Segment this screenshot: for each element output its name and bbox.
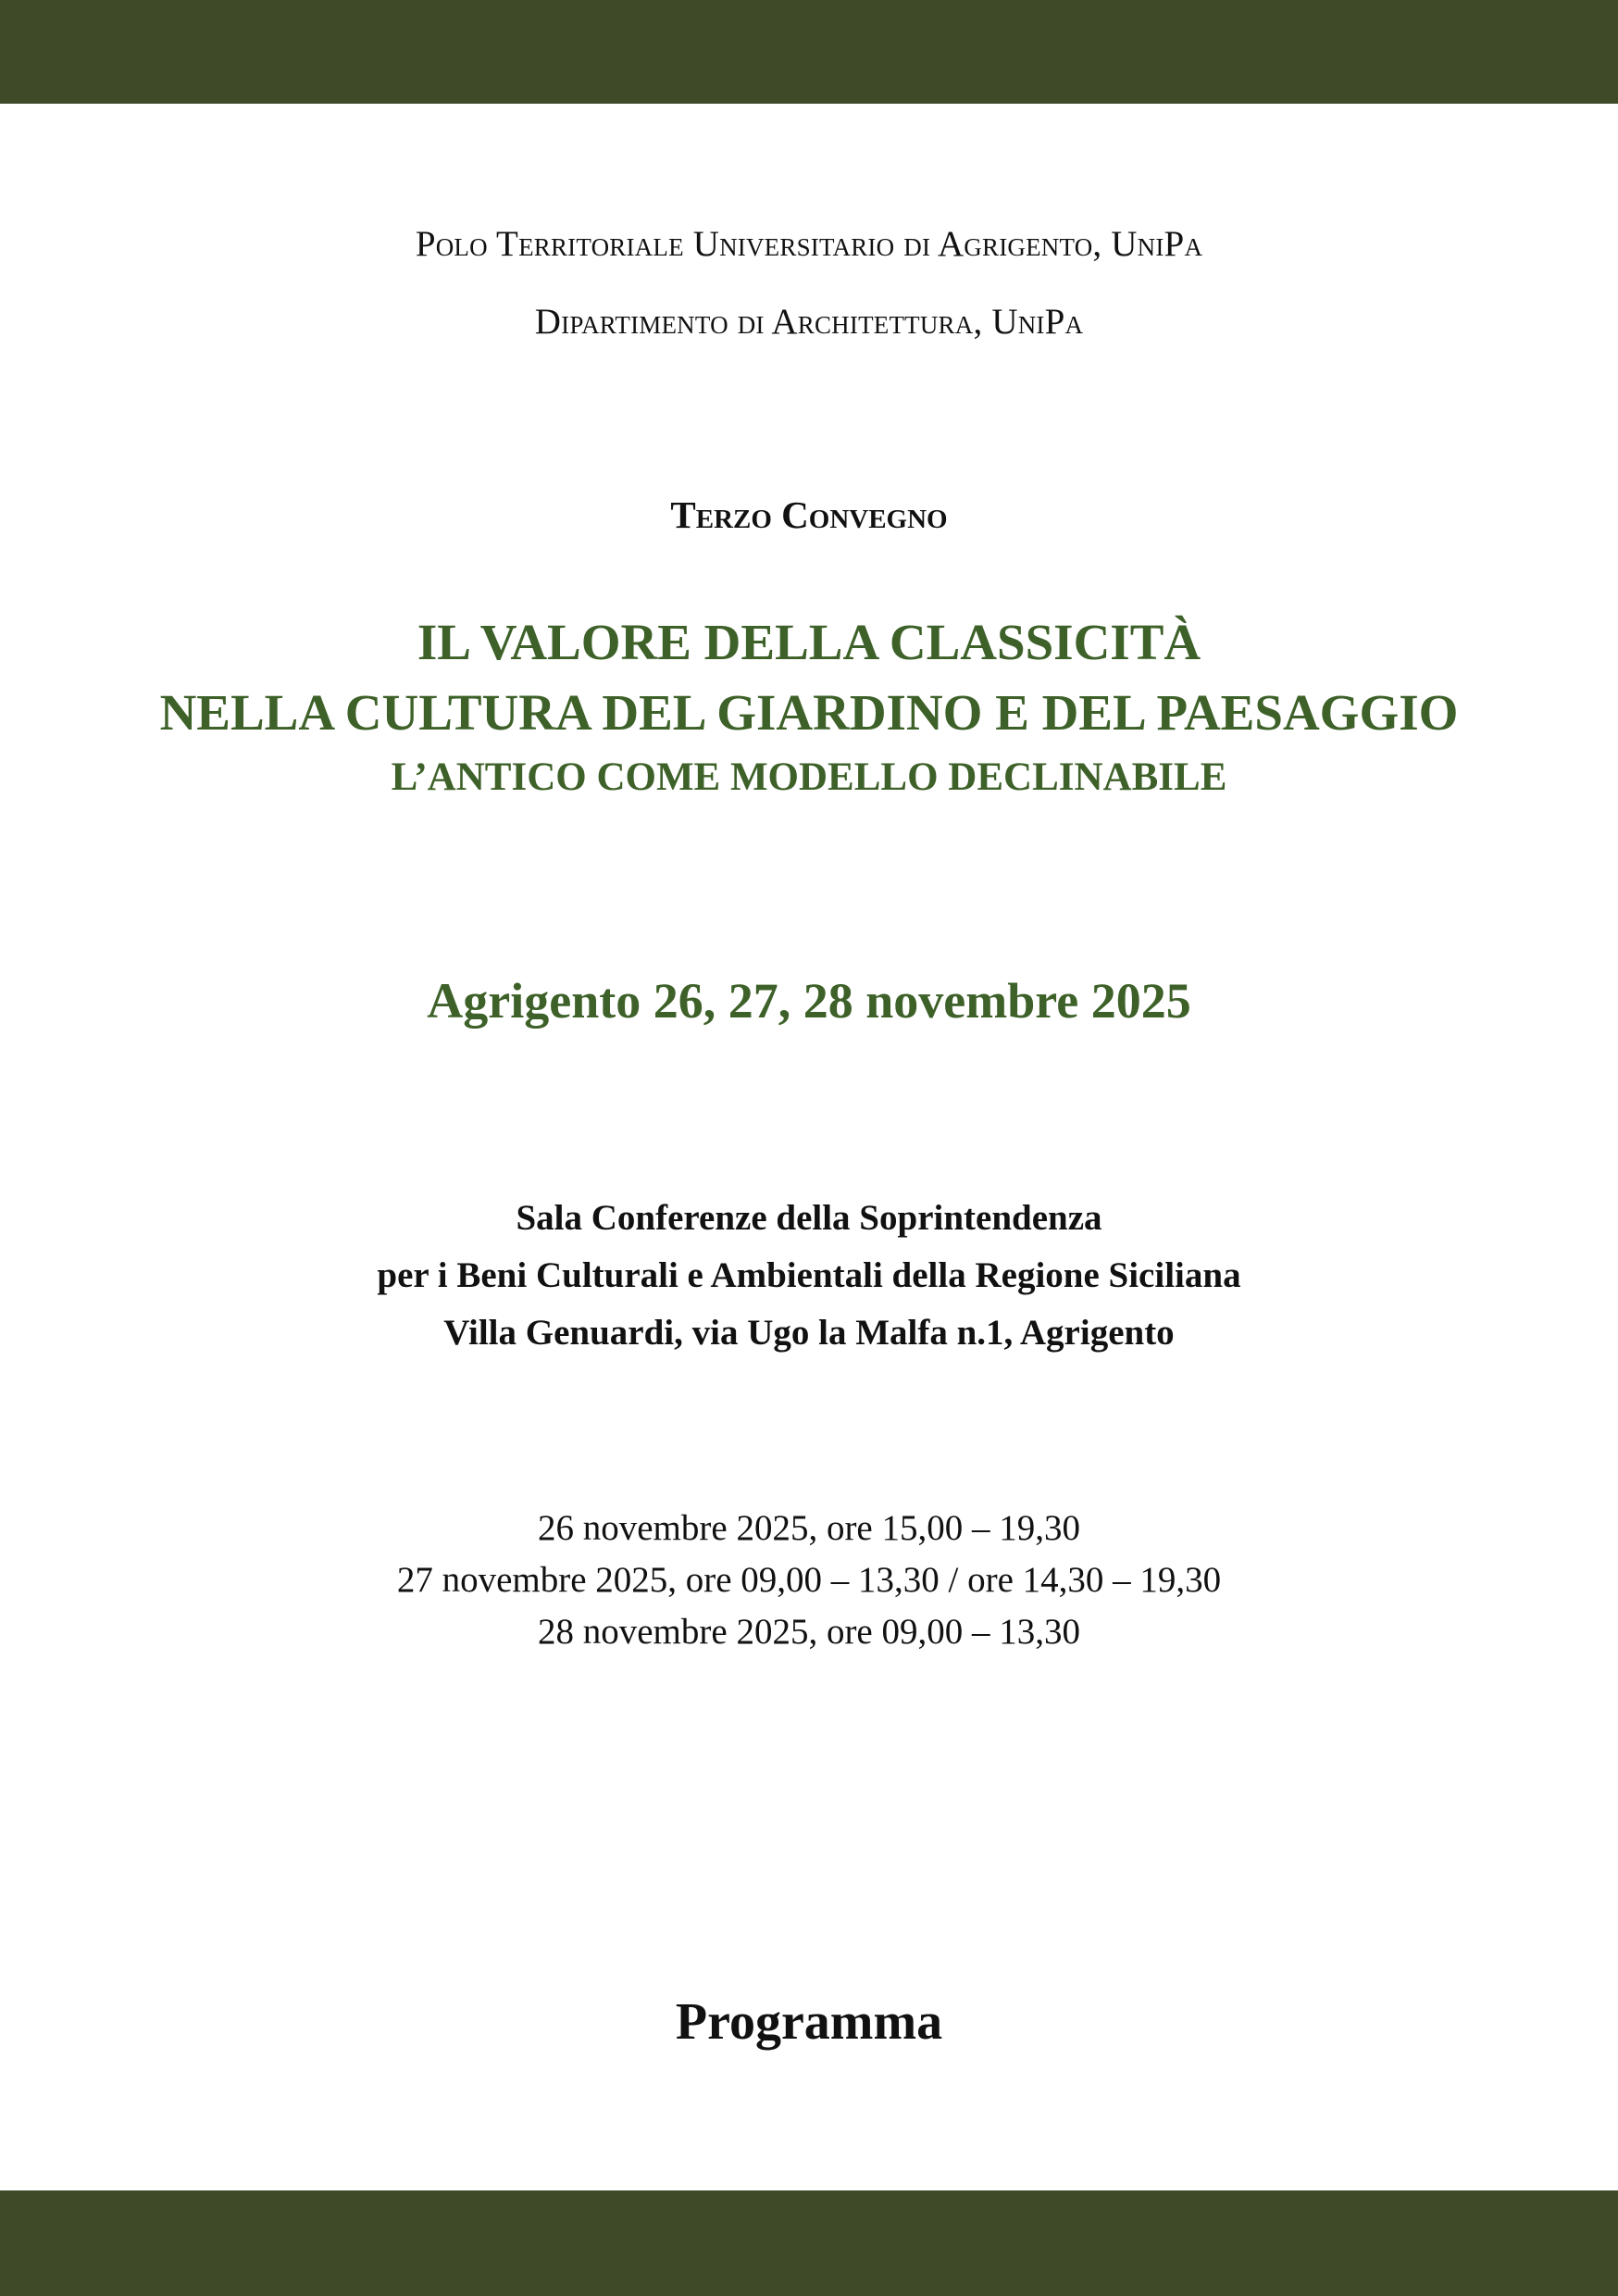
top-color-band	[0, 0, 1618, 104]
subtitle: L’ANTICO COME MODELLO DECLINABILE	[391, 755, 1227, 799]
schedule-day-1: 26 novembre 2025, ore 15,00 – 19,30	[538, 1508, 1080, 1548]
venue-line-3: Villa Genuardi, via Ugo la Malfa n.1, Agrigento	[443, 1313, 1175, 1353]
venue-line-2: per i Beni Culturali e Ambientali della Regione Siciliana	[377, 1255, 1241, 1295]
institution-header: Polo Territoriale Universitario di Agrigento, UniPa	[415, 224, 1203, 264]
schedule-day-2: 27 novembre 2025, ore 09,00 – 13,30 / ore 14,30 – 19,30	[396, 1560, 1222, 1600]
title-line-2: NELLA CULTURA DEL GIARDINO E DEL PAESAGGIO	[159, 684, 1459, 741]
conference-kind: Terzo Convegno	[670, 493, 948, 536]
program-heading: Programma	[675, 1993, 943, 2051]
title-line-1: IL VALORE DELLA CLASSICITÀ	[417, 614, 1201, 670]
schedule-day-3: 28 novembre 2025, ore 09,00 – 13,30	[538, 1612, 1080, 1652]
bottom-color-band	[0, 2190, 1618, 2296]
department-header: Dipartimento di Architettura, UniPa	[534, 302, 1084, 342]
venue-line-1: Sala Conferenze della Soprintendenza	[516, 1198, 1102, 1238]
event-dates: Agrigento 26, 27, 28 novembre 2025	[427, 973, 1191, 1029]
